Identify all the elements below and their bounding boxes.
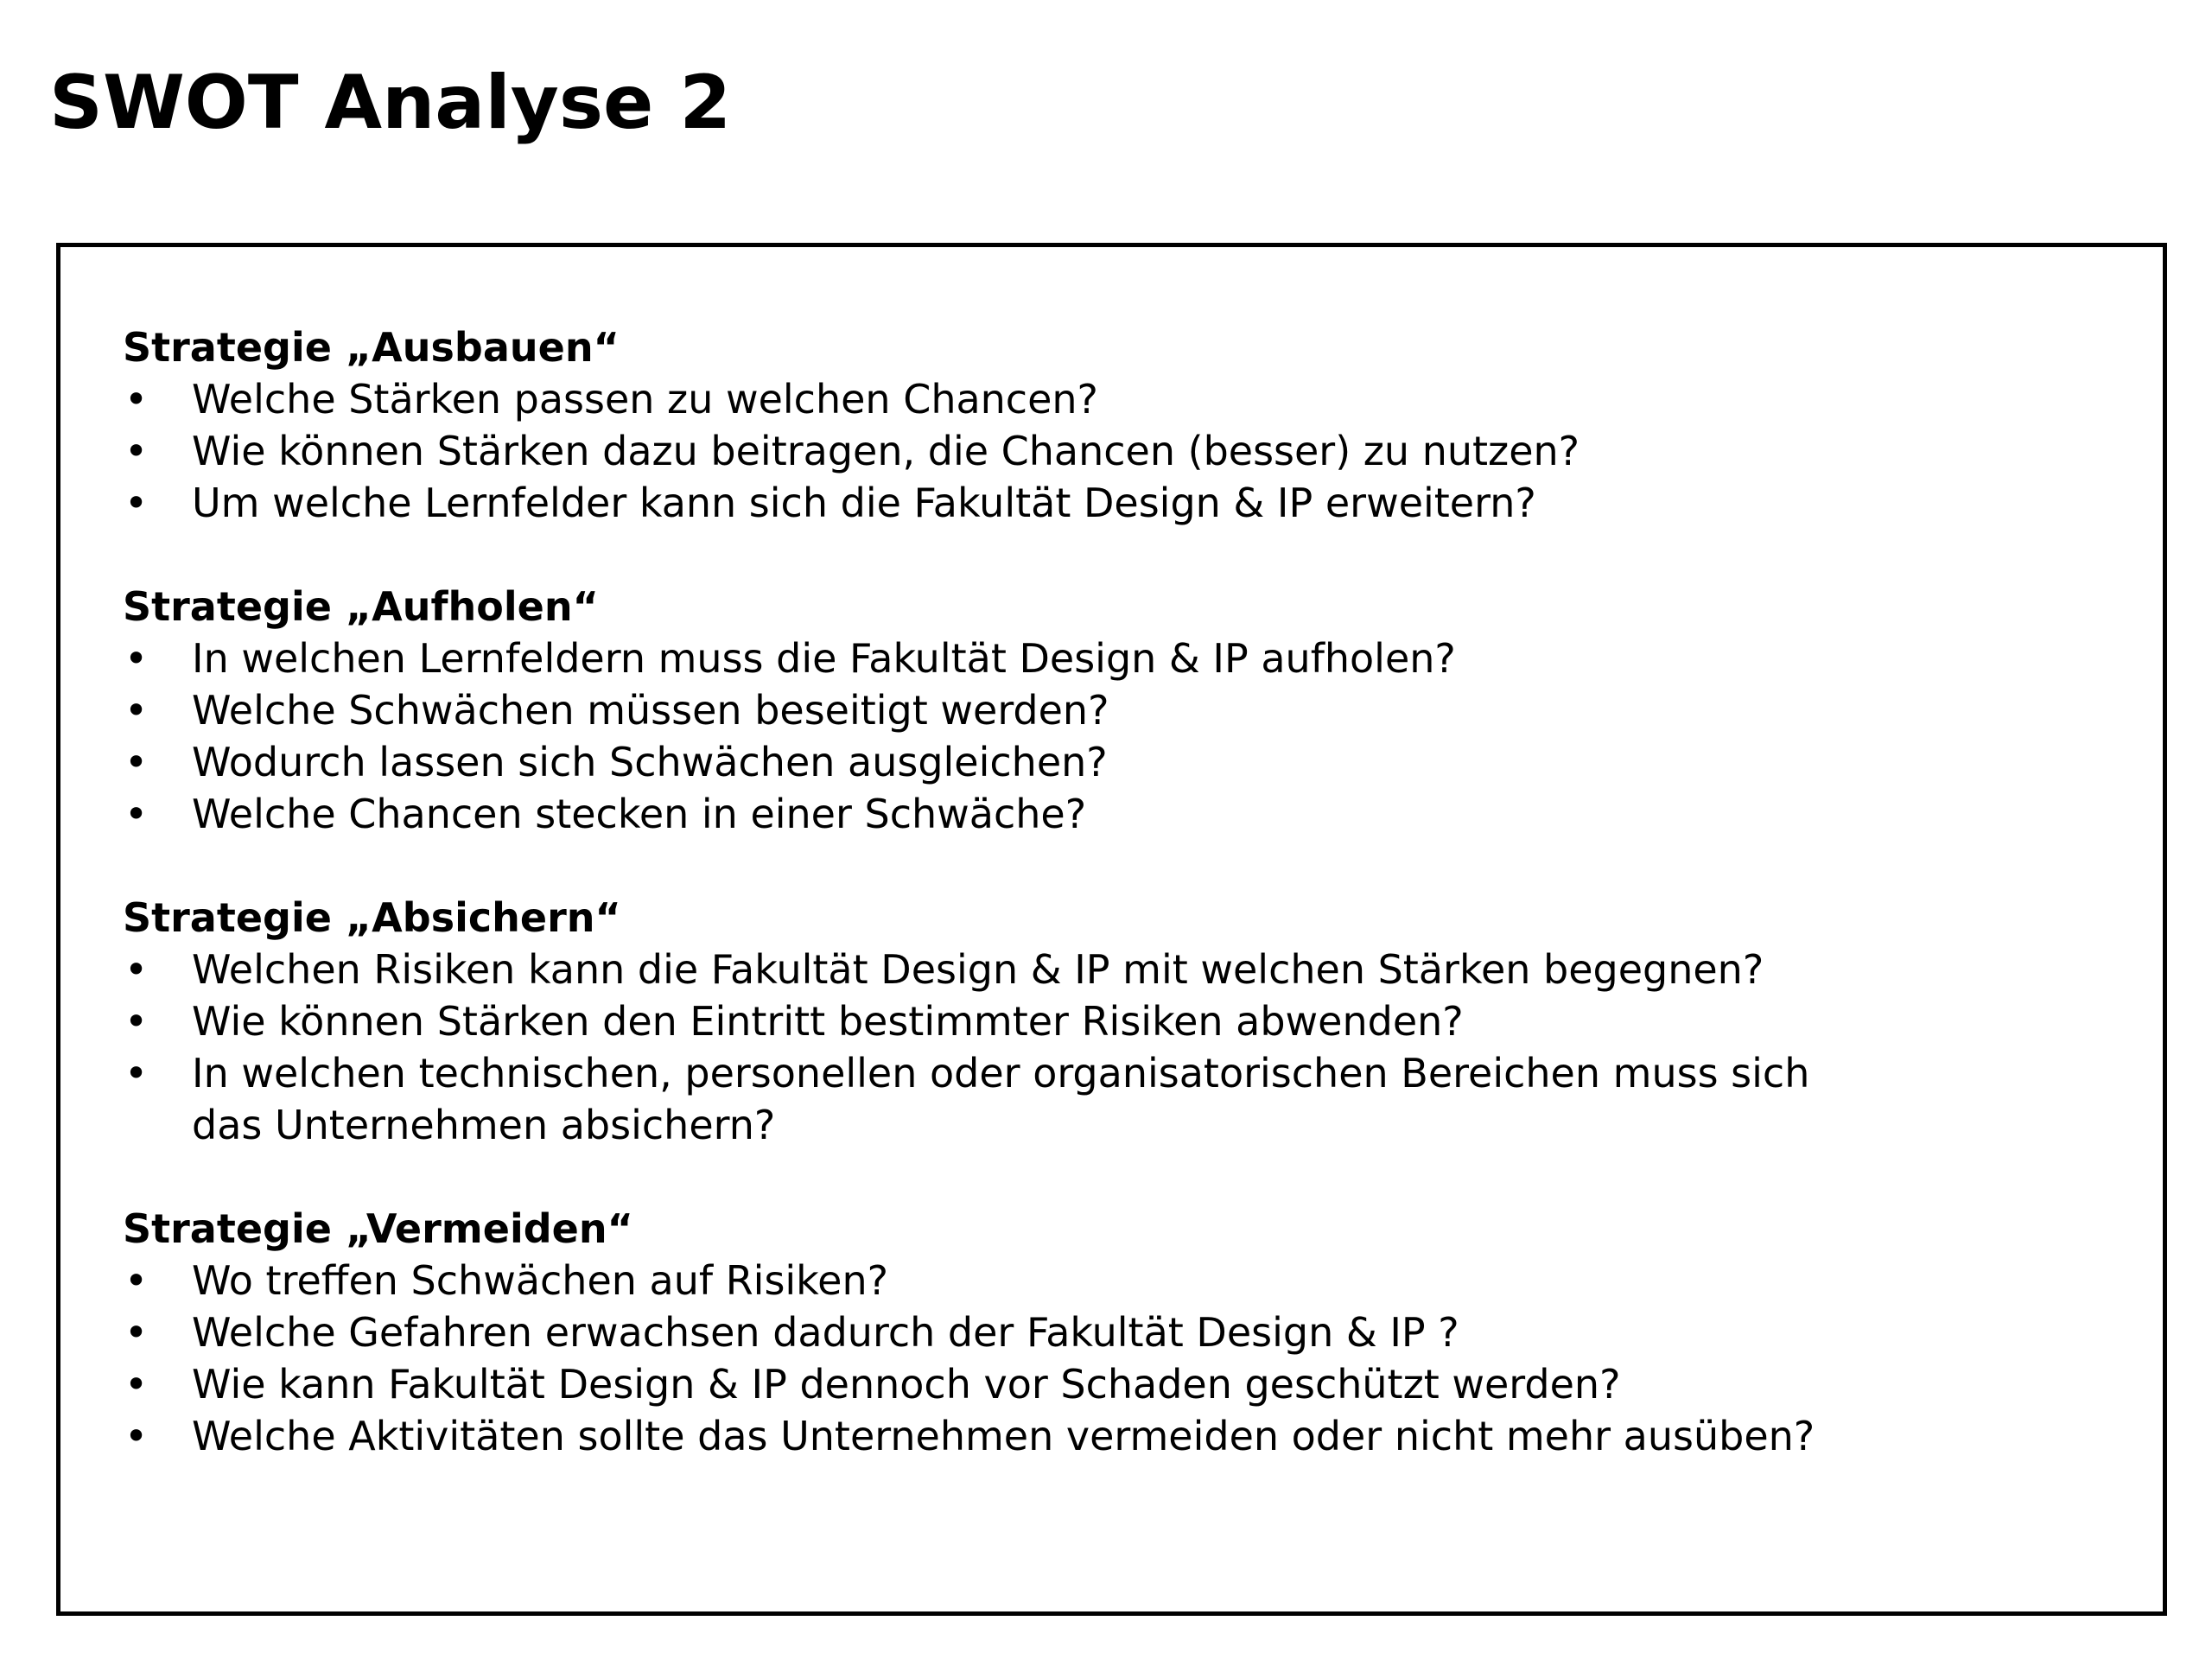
strategy-heading: Strategie „Vermeiden“ [123, 1205, 633, 1252]
bullet-icon: • [124, 1050, 149, 1096]
question-text: Welche Schwächen müssen beseitigt werden? [192, 687, 1109, 734]
question-item [123, 1410, 1877, 1462]
question-item [123, 944, 1877, 995]
question-text: In welchen technischen, personellen oder organisatorischen Bereichen muss sich das Unternehmen absichern? [192, 1050, 1810, 1148]
question-item [123, 425, 1877, 477]
question-text: Welchen Risiken kann die Fakultät Design & IP mit welchen Stärken begegnen? [192, 946, 1764, 993]
question-text: Wie können Stärken den Eintritt bestimmter Risiken abwenden? [192, 998, 1464, 1045]
bullet-icon: • [124, 480, 149, 526]
bullet-icon: • [124, 1413, 149, 1459]
bullet-icon: • [124, 428, 149, 474]
question-text: Wo treffen Schwächen auf Risiken? [192, 1257, 889, 1304]
question-list [123, 373, 2101, 529]
question-item [123, 788, 1877, 840]
question-text: Wodurch lassen sich Schwächen ausgleichen? [192, 739, 1108, 785]
question-list [123, 1255, 2101, 1462]
page-title: SWOT Analyse 2 [49, 60, 732, 146]
question-text: Um welche Lernfelder kann sich die Fakultät Design & IP erweitern? [192, 480, 1536, 526]
question-item [123, 373, 1877, 425]
bullet-icon: • [124, 739, 149, 785]
strategy-absichern [123, 892, 2101, 1151]
strategy-aufholen [123, 581, 2101, 840]
bullet-icon: • [124, 1361, 149, 1408]
question-text: Wie können Stärken dazu beitragen, die Chancen (besser) zu nutzen? [192, 428, 1580, 474]
question-text: Welche Chancen stecken in einer Schwäche? [192, 791, 1087, 837]
question-text: Wie kann Fakultät Design & IP dennoch vor Schaden geschützt werden? [192, 1361, 1621, 1408]
bullet-icon: • [124, 946, 149, 993]
question-item [123, 1255, 1877, 1306]
content-inner [123, 321, 2101, 1514]
question-text: Welche Aktivitäten sollte das Unternehmen vermeiden oder nicht mehr ausüben? [192, 1413, 1815, 1459]
question-item [123, 1047, 1877, 1151]
strategy-ausbauen [123, 321, 2101, 529]
bullet-icon: • [124, 1257, 149, 1304]
bullet-icon: • [124, 998, 149, 1045]
strategy-heading: Strategie „Aufholen“ [123, 583, 599, 630]
strategy-heading: Strategie „Absichern“ [123, 894, 621, 941]
bullet-icon: • [124, 687, 149, 734]
question-item [123, 736, 1877, 788]
question-text: Welche Gefahren erwachsen dadurch der Fakultät Design & IP ? [192, 1309, 1459, 1356]
question-item [123, 1358, 1877, 1410]
bullet-icon: • [124, 791, 149, 837]
question-list [123, 944, 2101, 1151]
question-item [123, 684, 1877, 736]
strategy-heading: Strategie „Ausbauen“ [123, 324, 620, 371]
question-text: Welche Stärken passen zu welchen Chancen? [192, 376, 1098, 423]
strategy-vermeiden [123, 1203, 2101, 1462]
question-item [123, 1306, 1877, 1358]
question-text: In welchen Lernfeldern muss die Fakultät Design & IP aufholen? [192, 635, 1456, 682]
question-item [123, 477, 1877, 529]
bullet-icon: • [124, 635, 149, 682]
question-list [123, 632, 2101, 840]
bullet-icon: • [124, 376, 149, 423]
bullet-icon: • [124, 1309, 149, 1356]
question-item [123, 632, 1877, 684]
content-frame [56, 243, 2167, 1616]
question-item [123, 995, 1877, 1047]
